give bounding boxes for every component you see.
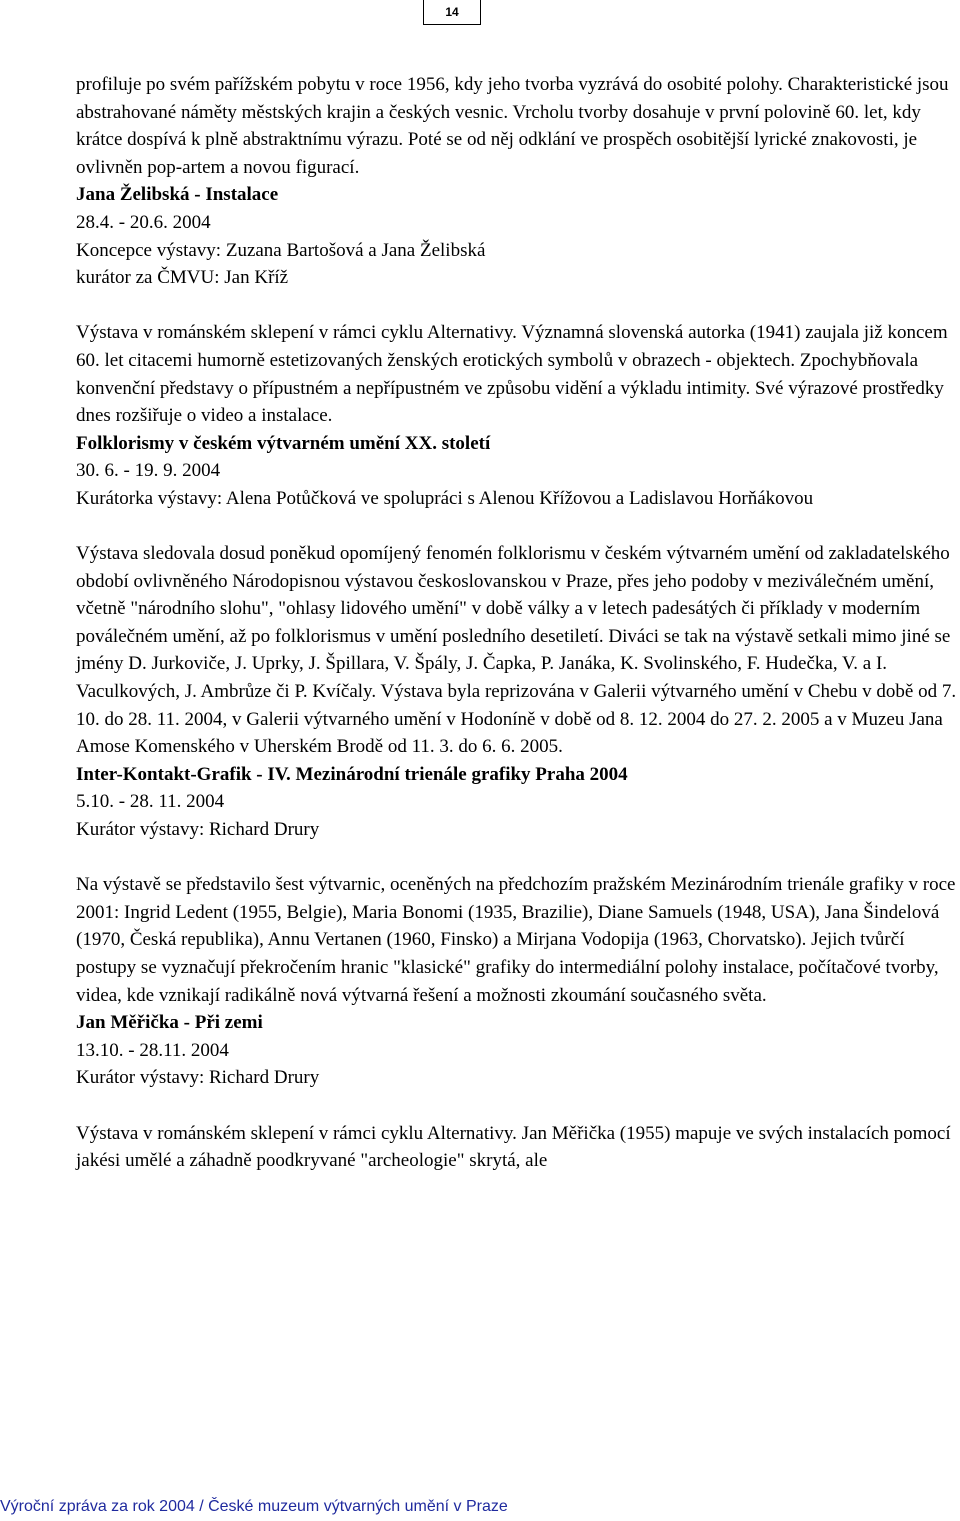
page-number: 14	[423, 0, 481, 25]
section-date: 5.10. - 28. 11. 2004	[76, 791, 225, 813]
section-body: Na výstavě se představilo šest výtvarnic, oceněných na předchozím pražském Mezinárodním trienále grafiky v roce 2001: Ingrid Ledent (1955, Belgie), Maria Bonomi (1935, Brazilie), Diane Samuels (1948, USA), Jana Šindelová (1970, Česká republika), Annu Vertanen (1960, Finsko) a Mirjana Vodopija (1963, Chorvatsko). Jejich tvůrčí postupy se vyznačují překročením hranic "klasické" grafiky do intermediální polohy instalace, počítačové tvorby, videa, kde vznikají radikálně nová výtvarná řešení a možnosti zkoumání současného světa.	[76, 874, 956, 1006]
section-folklorismy	[76, 430, 960, 761]
intro-paragraph: profiluje po svém pařížském pobytu v roce 1956, kdy jeho tvorba vyzrává do osobité polohy. Charakteristické jsou abstrahované náměty městských krajin a českých vesnic. Vrcholu tvorby dosahuje v první polovině 60. let, kdy krátce dospívá k plně abstraktnímu výrazu. Poté se od něj odklání ve prospěch osobitější lyrické znakovosti, je ovlivněn pop-artem a novou figurací.	[76, 74, 949, 178]
section-title: Inter-Kontakt-Grafik - IV. Mezinárodní trienále grafiky Praha 2004	[76, 763, 628, 785]
section-title: Jan Měřička - Při zemi	[76, 1012, 263, 1034]
document-body	[76, 71, 960, 1175]
section-date: 28.4. - 20.6. 2004	[76, 211, 211, 233]
section-body: Výstava sledovala dosud poněkud opomíjený fenomén folklorismu v českém výtvarném umění od zakladatelského období ovlivněného Národopisnou výstavou českoslovanskou v Praze, přes jeho podoby v meziválečném umění, včetně "národního slohu", "ohlasy lidového umění" v době války a v letech padesátých či příklady v moderním poválečném umění, až po folklorismus v umění posledního desetiletí. Diváci se tak na výstavě setkali mimo jiné se jmény D. Jurkoviče, J. Uprky, J. Špillara, V. Špály, J. Čapka, P. Janáka, K. Svolinského, F. Hudečka, V. a I. Vaculkových, J. Ambrůze či P. Kvíčaly. Výstava byla reprizována v Galerii výtvarného umění v Chebu v době od 7. 10. do 28. 11. 2004, v Galerii výtvarného umění v Hodoníně v době od 8. 12. 2004 do 27. 2. 2005 a v Muzeu Jana Amose Komenského v Uherském Brodě od 11. 3. do 6. 6. 2005.	[76, 543, 957, 758]
section-body: Výstava v románském sklepení v rámci cyklu Alternativy. Významná slovenská autorka (1941) zaujala již koncem 60. let citacemi humorně estetizovaných ženských erotických symbolů v obrazech - objektech. Zpochybňovala konvenční představy o přípustném a nepřípustném ve způsobu vidění a výkladu intimity. Své výrazové prostředky dnes rozšiřuje o video a instalace.	[76, 322, 948, 427]
section-credit: Kurátorka výstavy: Alena Potůčková ve spolupráci s Alenou Křížovou a Ladislavou Horňákovou	[76, 487, 814, 509]
section-date: 13.10. - 28.11. 2004	[76, 1039, 229, 1061]
section-credit: Kurátor výstavy: Richard Drury	[76, 1067, 320, 1089]
section-date: 30. 6. - 19. 9. 2004	[76, 460, 221, 482]
section-inter-kontakt-grafik	[76, 761, 960, 1009]
section-credit: kurátor za ČMVU: Jan Kříž	[76, 267, 289, 289]
section-credit: Koncepce výstavy: Zuzana Bartošová a Jana Želibská	[76, 239, 486, 261]
section-title: Folklorismy v českém výtvarném umění XX. století	[76, 432, 491, 454]
section-merica	[76, 1009, 960, 1175]
page-footer: Výroční zpráva za rok 2004 / České muzeum výtvarných umění v Praze	[0, 1498, 508, 1515]
section-title: Jana Želibská - Instalace	[76, 184, 279, 206]
section-zelibska	[76, 181, 960, 429]
section-body: Výstava v románském sklepení v rámci cyklu Alternativy. Jan Měřička (1955) mapuje ve svých instalacích pomocí jakési umělé a záhadně poodkryvané "archeologie" skrytá, ale	[76, 1122, 951, 1172]
section-credit: Kurátor výstavy: Richard Drury	[76, 819, 320, 841]
